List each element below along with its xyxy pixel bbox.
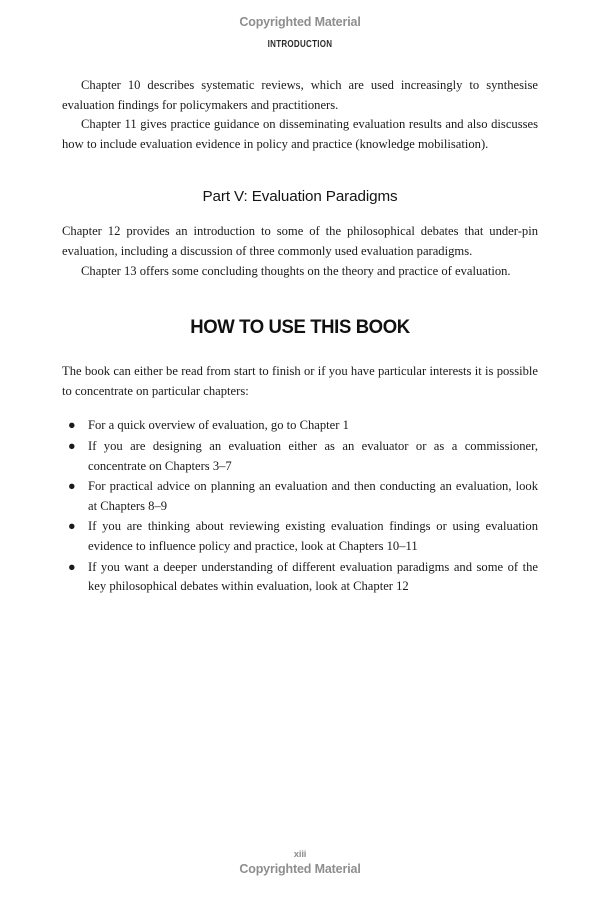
- running-head-introduction: INTRODUCTION: [267, 39, 333, 50]
- bullet-icon: ●: [68, 519, 76, 534]
- list-item: [62, 416, 538, 436]
- text-column: [62, 76, 538, 598]
- paragraph-chapter-12: Chapter 12 provides an introduction to some of the philosophical debates that under-pin evaluation, including a discussion of three commonly used evaluation paradigms.: [62, 224, 538, 258]
- paragraph-how-to-use-intro: The book can either be read from start to finish or if you have particular interests it is possible to concentrate on particular chapters:: [62, 364, 538, 398]
- paragraph-chapter-10: Chapter 10 describes systematic reviews, which are used increasingly to synthesise evaluation findings for policymakers and practitioners.: [62, 78, 538, 112]
- bullet-icon: ●: [68, 479, 76, 494]
- paragraph-chapter-11: Chapter 11 gives practice guidance on disseminating evaluation results and also discusses how to include evaluation evidence in policy and practice (knowledge mobilisation).: [62, 117, 538, 151]
- list-item-label: For a quick overview of evaluation, go to Chapter 1: [88, 418, 349, 433]
- list-item: [62, 517, 538, 556]
- list-item-label: If you are designing an evaluation either as an evaluator or as a commissioner, concentrate on Chapters 3–7: [88, 438, 538, 473]
- list-item-label: For practical advice on planning an evaluation and then conducting an evaluation, look at Chapters 8–9: [88, 479, 538, 513]
- how-to-use-this-book-heading: HOW TO USE THIS BOOK: [190, 316, 410, 339]
- list-item: [62, 558, 538, 597]
- copyright-watermark-bottom: Copyrighted Material: [239, 862, 361, 876]
- page-number: xiii: [293, 849, 307, 860]
- list-item: [62, 437, 538, 476]
- bullet-icon: ●: [68, 559, 76, 574]
- list-item: [62, 477, 538, 516]
- list-item-label: If you are thinking about reviewing existing evaluation findings or using evaluation evidence to influence policy and practice, look at Chapters 10–11: [88, 519, 538, 553]
- paragraph-chapter-13: Chapter 13 offers some concluding thoughts on the theory and practice of evaluation.: [81, 263, 511, 278]
- copyright-watermark-top: Copyrighted Material: [239, 15, 361, 29]
- bullet-icon: ●: [68, 418, 76, 433]
- bullet-icon: ●: [68, 438, 76, 453]
- list-item-label: If you want a deeper understanding of different evaluation paradigms and some of the key philosophical debates within evaluation, look at Chapter 12: [88, 559, 538, 594]
- part-v-heading: Part V: Evaluation Paradigms: [202, 188, 398, 206]
- how-to-use-bullet-list: [62, 416, 538, 596]
